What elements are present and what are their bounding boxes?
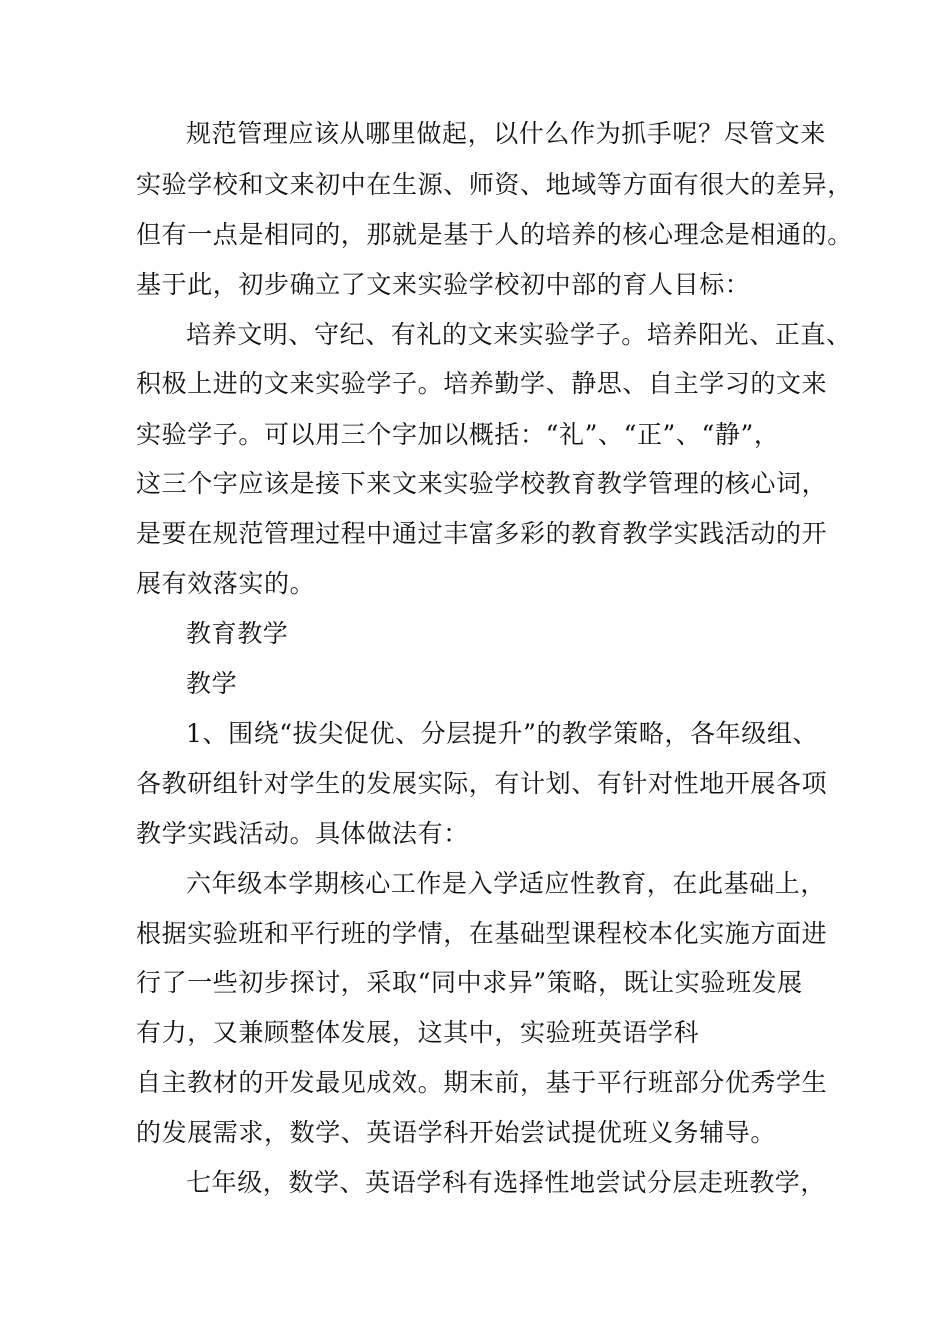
paragraph-line: 培养文明、守纪、有礼的文来实验学子。培养阳光、正直、 <box>186 320 852 349</box>
paragraph-line: 实验学校和文来初中在生源、师资、地域等方面有很大的差异， <box>136 170 853 199</box>
paragraph-line: 是要在规范管理过程中通过丰富多彩的教育教学实践活动的开 <box>136 519 828 548</box>
paragraph-line: 展有效落实的。 <box>136 569 316 598</box>
paragraph-line: 自主教材的开发最见成效。期末前，基于平行班部分优秀学生 <box>136 1068 828 1097</box>
paragraph-line: 1、围绕“拔尖促优、分层提升”的教学策略，各年级组、 <box>186 719 819 748</box>
paragraph-line: 六年级本学期核心工作是入学适应性教育，在此基础上， <box>186 869 827 898</box>
subsection-heading: 教学 <box>186 669 238 698</box>
paragraph-line: 基于此，初步确立了文来实验学校初中部的育人目标： <box>136 270 751 299</box>
paragraph-line: 积极上进的文来实验学子。培养勤学、静思、自主学习的文来 <box>136 369 828 398</box>
section-heading: 教育教学 <box>186 619 289 648</box>
paragraph-line: 根据实验班和平行班的学情，在基础型课程校本化实施方面进 <box>136 919 828 948</box>
paragraph-line: 教学实践活动。具体做法有： <box>136 819 469 848</box>
paragraph-line: 各教研组针对学生的发展实际，有计划、有针对性地开展各项 <box>136 769 828 798</box>
paragraph-line: 这三个字应该是接下来文来实验学校教育教学管理的核心词， <box>136 469 828 498</box>
paragraph-line: 有力，又兼顾整体发展，这其中，实验班英语学科 <box>136 1018 700 1047</box>
paragraph-line: 实验学子。可以用三个字加以概括：“礼”、“正”、“静”， <box>136 420 780 449</box>
paragraph-line: 行了一些初步探讨，采取“同中求异”策略，既让实验班发展 <box>136 968 803 997</box>
paragraph-line: 七年级，数学、英语学科有选择性地尝试分层走班教学， <box>186 1168 827 1197</box>
paragraph-line: 但有一点是相同的，那就是基于人的培养的核心理念是相通的。 <box>136 220 853 249</box>
paragraph-line: 规范管理应该从哪里做起，以什么作为抓手呢？尽管文来 <box>186 119 827 148</box>
paragraph-line: 的发展需求，数学、英语学科开始尝试提优班义务辅导。 <box>136 1118 777 1147</box>
